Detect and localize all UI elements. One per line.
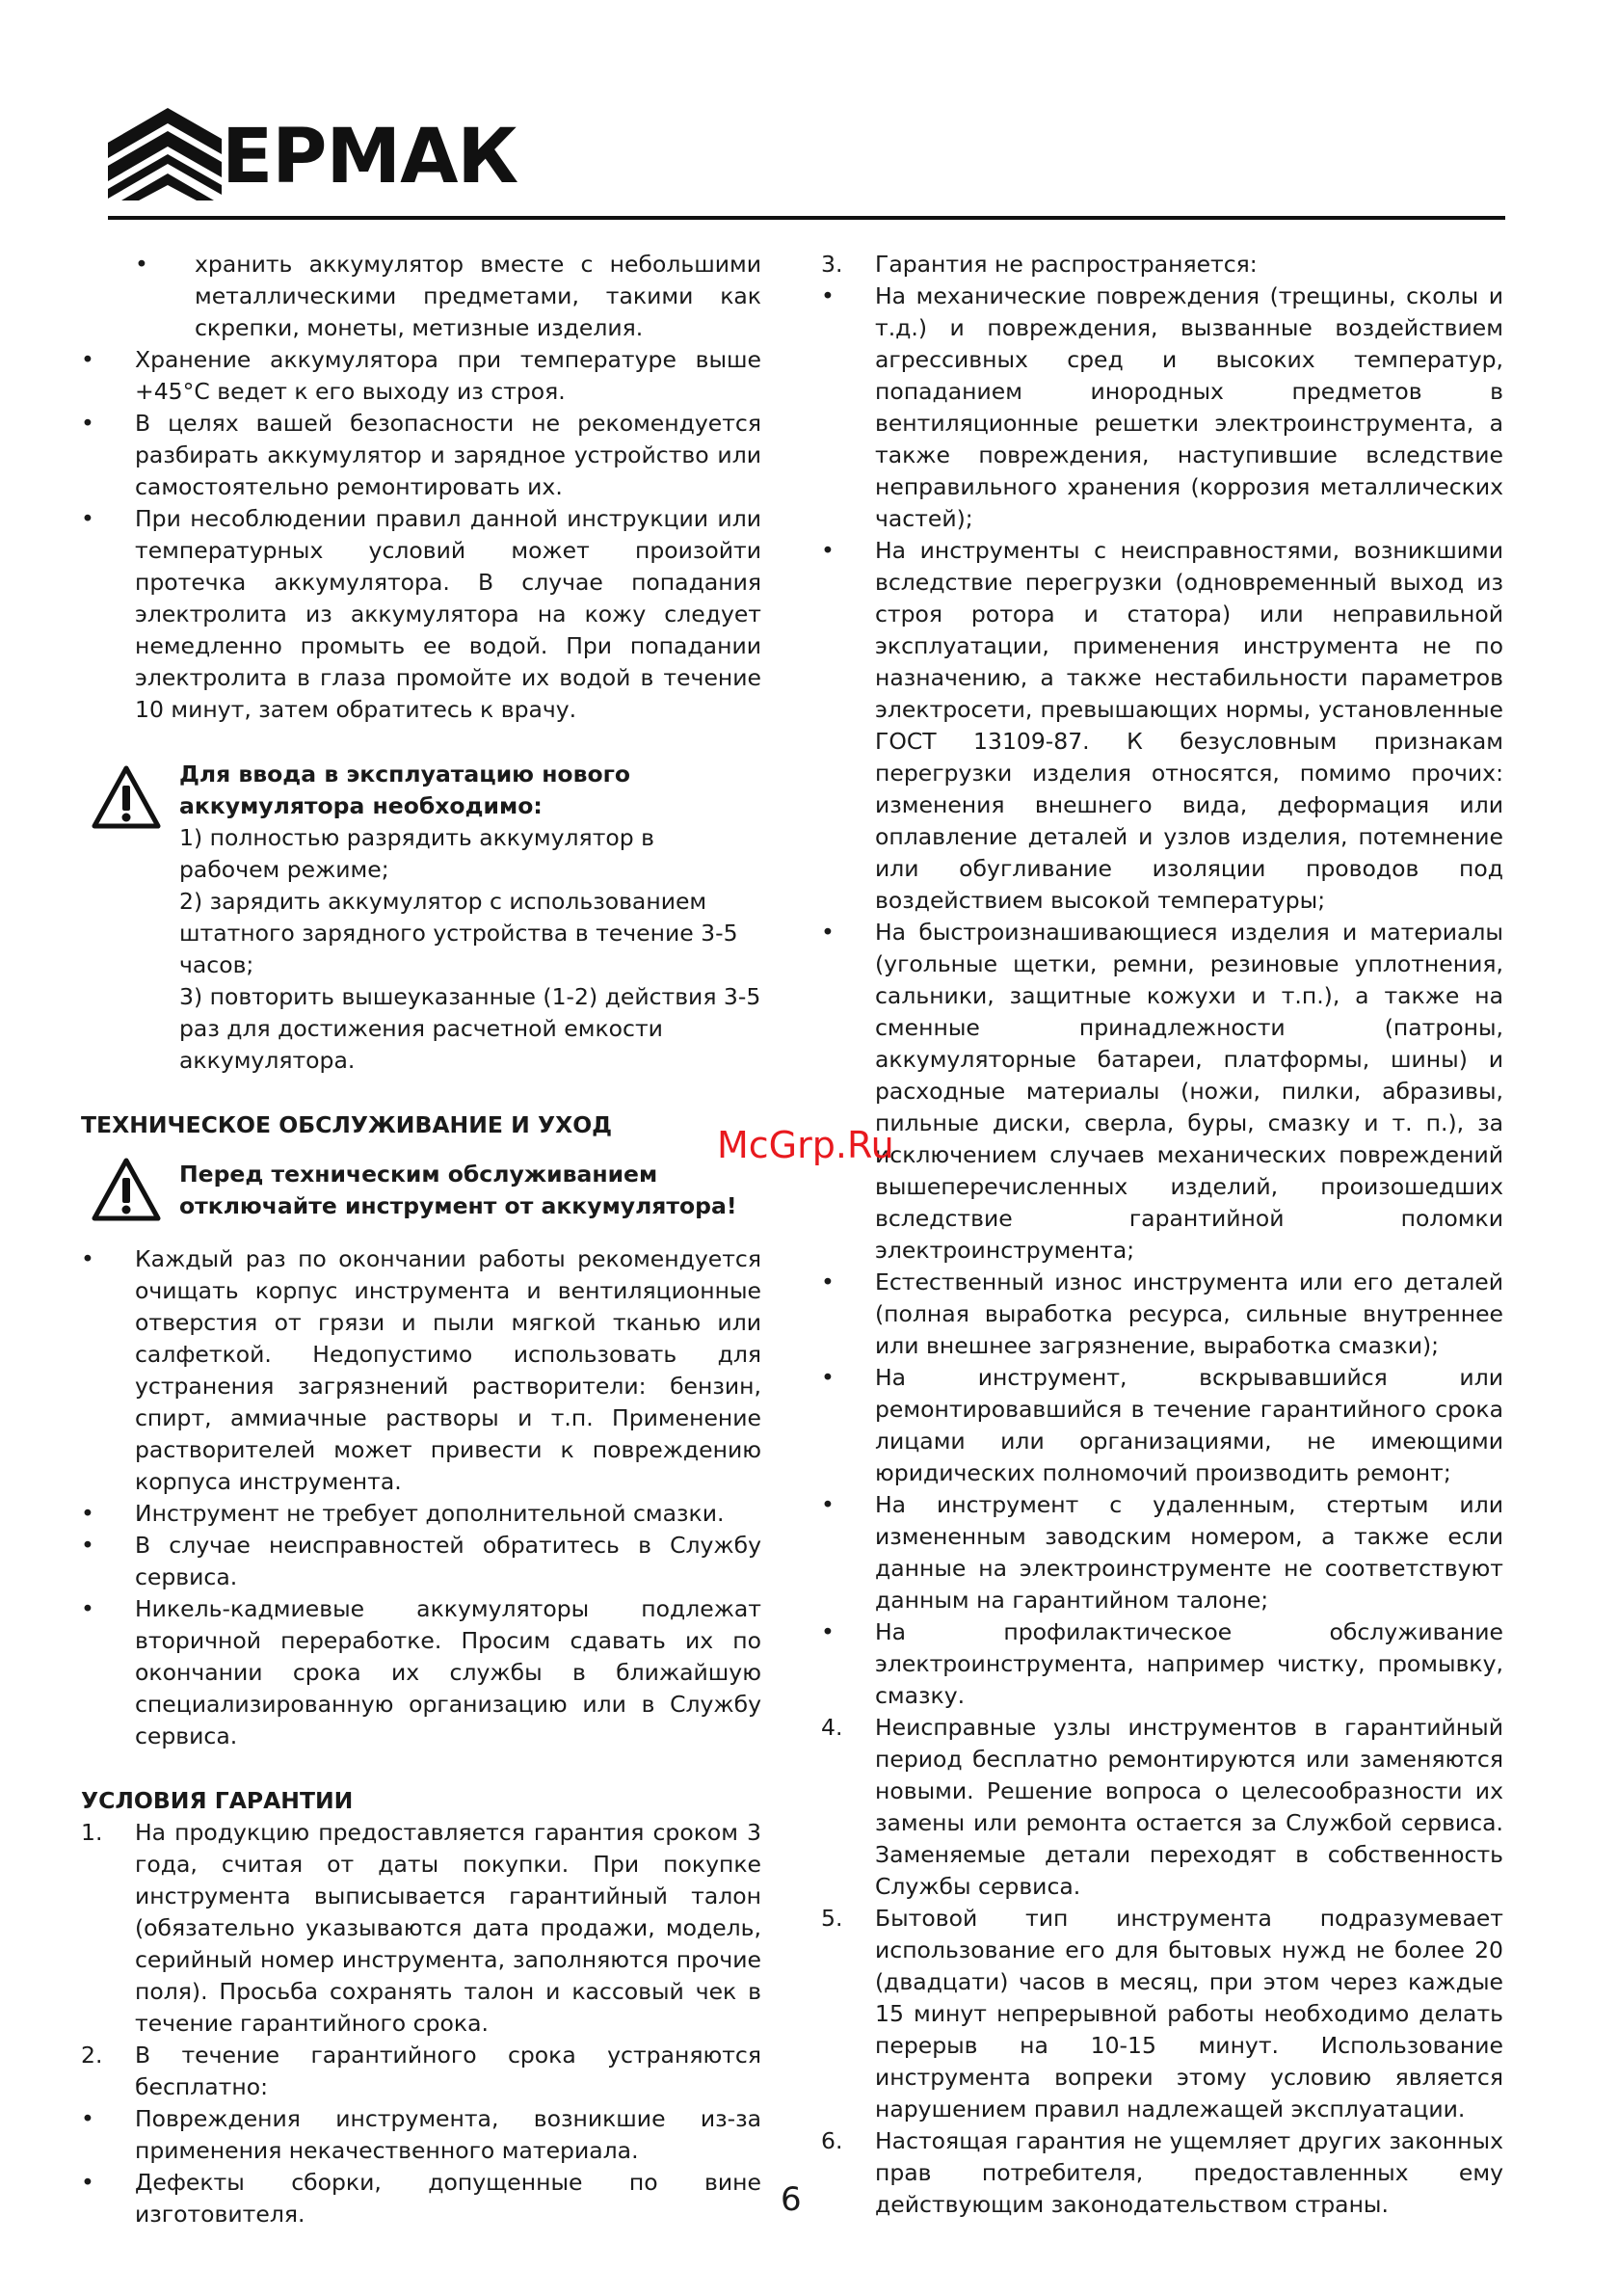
bullet-marker: • (81, 505, 94, 532)
list-item (821, 1712, 1503, 1903)
bullet-marker: • (821, 919, 835, 946)
number-marker: 4. (821, 1714, 843, 1741)
list-item-text: Настоящая гарантия не ущемляет других законных прав потребителя, предоставленных ему действующим законодательством страны. (875, 2127, 1503, 2218)
list-item-text: Инструмент не требует дополнительной смазки. (135, 1500, 725, 1527)
list-item (81, 1243, 761, 1498)
list-item (81, 503, 761, 726)
list-item (81, 1530, 761, 1593)
list-item-text: Дефекты сборки, допущенные по вине изготовителя. (135, 2169, 761, 2228)
brand-logo-icon (108, 108, 222, 200)
page-number: 6 (781, 2180, 802, 2219)
list-item-text: На инструмент, вскрывавшийся или ремонтировавшийся в течение гарантийного срока лицами или организациями, не имеющими юридических полномочий производить ремонт; (875, 1364, 1503, 1486)
list-item (821, 2125, 1503, 2221)
list-item-text: На инструмент с удаленным, стертым или измененным заводским номером, а также если данные на электроинструменте не соответствуют данным на гарантийном талоне; (875, 1491, 1503, 1614)
warning-title: отключайте инструмент от аккумулятора! (179, 1192, 737, 1219)
section-title-maintenance: ТЕХНИЧЕСКОЕ ОБСЛУЖИВАНИЕ И УХОД (81, 1111, 613, 1138)
list-item-text: На быстроизнашивающиеся изделия и материалы (угольные щетки, ремни, резиновые уплотнения, сальники, защитные кожухи и т.п.), а также на сменные принадлежности (патроны, аккумуляторные батареи, платформы, шины) и расходные материалы (ножи, пилки, абразивы, пильные диски, сверла, буры, смазку и т. п.), за исключением случаев механических повреждений вышеперечисленных изделий, произошедших вследствие гарантийной поломки электроинструмента; (875, 919, 1503, 1264)
warning-step: 1) полностью разрядить аккумулятор в рабочем режиме; (179, 824, 654, 883)
list-item-text: Естественный износ инструмента или его деталей (полная выработка ресурса, сильные внутреннее или внешнее загрязнение, выработка смазки); (875, 1268, 1503, 1359)
list-item (81, 2103, 761, 2167)
new-battery-warning (81, 759, 761, 1077)
list-item-text: Гарантия не распространяется: (875, 251, 1258, 278)
warning-title: Перед техническим обслуживанием (179, 1161, 658, 1188)
list-item (821, 535, 1503, 917)
warning-title: Для ввода в эксплуатацию нового (179, 761, 631, 788)
number-marker: 5. (821, 1905, 843, 1932)
list-item (821, 1489, 1503, 1616)
header-divider (108, 216, 1505, 220)
list-item (821, 1616, 1503, 1712)
list-item (81, 249, 761, 344)
brand-name: ЕРМАК (222, 114, 518, 200)
list-item (81, 1498, 761, 1530)
list-item (81, 2167, 761, 2230)
left-column (81, 249, 761, 2230)
number-marker: 3. (821, 251, 843, 278)
list-item (821, 249, 1503, 280)
bullet-marker: • (821, 537, 835, 564)
section-title-warranty: УСЛОВИЯ ГАРАНТИИ (81, 1787, 354, 1814)
warning-icon (91, 1157, 162, 1222)
warning-icon (91, 764, 162, 830)
list-item-text: На продукцию предоставляется гарантия сроком 3 года, считая от даты покупки. При покупке инструмента выписывается гарантийный талон (обязательно указываются дата продажи, модель, серийный номер инструмента, заполняются прочие поля). Просьба сохранять талон и кассовый чек в течение гарантийного срока. (135, 1819, 761, 2037)
number-marker: 1. (81, 1819, 103, 1846)
list-item-text: На инструменты с неисправностями, возникшими вследствие перегрузки (одновременный выход из строя ротора и статора) или неправильной эксплуатации, применения инструмента не по назначению, а также нестабильности параметров электросети, превышающих нормы, установленные ГОСТ 13109-87. К безусловным признакам перегрузки изделия относятся, помимо прочих: изменения внешнего вида, деформация или оплавление деталей и узлов изделия, потемнение или обугливание изоляции проводов под воздействием высокой температуры; (875, 537, 1503, 914)
bullet-marker: • (821, 1618, 835, 1645)
list-item-text: Повреждения инструмента, возникшие из-за применения некачественного материала. (135, 2105, 761, 2164)
bullet-marker: • (81, 1500, 94, 1527)
list-item-text: хранить аккумулятор вместе с небольшими металлическими предметами, такими как скрепки, монеты, метизные изделия. (195, 251, 761, 341)
number-marker: 2. (81, 2042, 103, 2069)
maintenance-warning (81, 1159, 761, 1222)
page-header (108, 108, 1505, 222)
bullet-marker: • (81, 1245, 94, 1272)
bullet-marker: • (821, 1491, 835, 1518)
list-item-text: Каждый раз по окончании работы рекомендуется очищать корпус инструмента и вентиляционные отверстия от грязи и пыли мягкой тканью или салфеткой. Недопустимо использовать для устранения загрязнений растворители: бензин, спирт, аммиачные растворы и т.п. Применение растворителей может привести к повреждению корпуса инструмента. (135, 1245, 761, 1495)
bullet-marker: • (821, 1268, 835, 1295)
list-item-text: В течение гарантийного срока устраняются бесплатно: (135, 2042, 761, 2100)
list-item (81, 408, 761, 503)
list-item-text: Неисправные узлы инструментов в гарантийный период бесплатно ремонтируются или заменяются новыми. Решение вопроса о целесообразности их замены или ремонта остается за Службой сервиса. Заменяемые детали переходят в собственность Службы сервиса. (875, 1714, 1503, 1900)
list-item-text: При несоблюдении правил данной инструкции или температурных условий может произойти протечка аккумулятора. В случае попадания электролита из аккумулятора на кожу следует немедленно промыть ее водой. При попадании электролита в глаза промойте их водой в течение 10 минут, затем обратитесь к врачу. (135, 505, 761, 723)
list-item-text: На механические повреждения (трещины, сколы и т.д.) и повреждения, вызванные воздействием агрессивных сред и высоких температур, попаданием инородных предметов в вентиляционные решетки электроинструмента, а также повреждения, наступившие вследствие неправильного хранения (коррозия металлических частей); (875, 282, 1503, 532)
list-item (821, 917, 1503, 1267)
list-item (821, 1267, 1503, 1362)
bullet-marker: • (81, 1532, 94, 1559)
list-item (821, 280, 1503, 535)
bullet-marker: • (81, 2105, 94, 2132)
warning-title: аккумулятора необходимо: (179, 792, 543, 819)
warning-step: 3) повторить вышеуказанные (1-2) действия 3-5 раз для достижения расчетной емкости аккумулятора. (179, 983, 761, 1074)
bullet-marker: • (81, 1595, 94, 1622)
bullet-marker: • (821, 282, 835, 309)
right-column (821, 249, 1503, 2221)
bullet-marker: • (81, 2169, 94, 2196)
number-marker: 6. (821, 2127, 843, 2154)
list-item (821, 1362, 1503, 1489)
bullet-marker: • (81, 410, 94, 437)
list-item (81, 1817, 761, 2040)
list-item (81, 2040, 761, 2103)
list-item-text: На профилактическое обслуживание электроинструмента, например чистку, промывку, смазку. (875, 1618, 1503, 1709)
bullet-marker: • (821, 1364, 835, 1391)
list-item (81, 344, 761, 408)
bullet-marker: • (81, 346, 94, 373)
warning-step: 2) зарядить аккумулятор с использованием штатного зарядного устройства в течение 3-5 часов; (179, 888, 738, 978)
list-item-text: Хранение аккумулятора при температуре выше +45°С ведет к его выходу из строя. (135, 346, 761, 405)
list-item-text: Бытовой тип инструмента подразумевает использование его для бытовых нужд не более 20 (двадцати) часов в месяц, при этом через каждые 15 минут непрерывной работы необходимо делать перерыв на 10-15 минут. Использование инструмента вопреки этому условию является нарушением правил надлежащей эксплуатации. (875, 1905, 1503, 2122)
list-item-text: В случае неисправностей обратитесь в Службу сервиса. (135, 1532, 761, 1590)
watermark: McGrp.Ru (717, 1124, 894, 1166)
bullet-marker: • (135, 251, 148, 278)
list-item (821, 1903, 1503, 2125)
list-item-text: Никель-кадмиевые аккумуляторы подлежат вторичной переработке. Просим сдавать их по окончании срока их службы в ближайшую специализированную организацию или в Службу сервиса. (135, 1595, 761, 1749)
list-item (81, 1593, 761, 1752)
list-item-text: В целях вашей безопасности не рекомендуется разбирать аккумулятор и зарядное устройство или самостоятельно ремонтировать их. (135, 410, 761, 500)
